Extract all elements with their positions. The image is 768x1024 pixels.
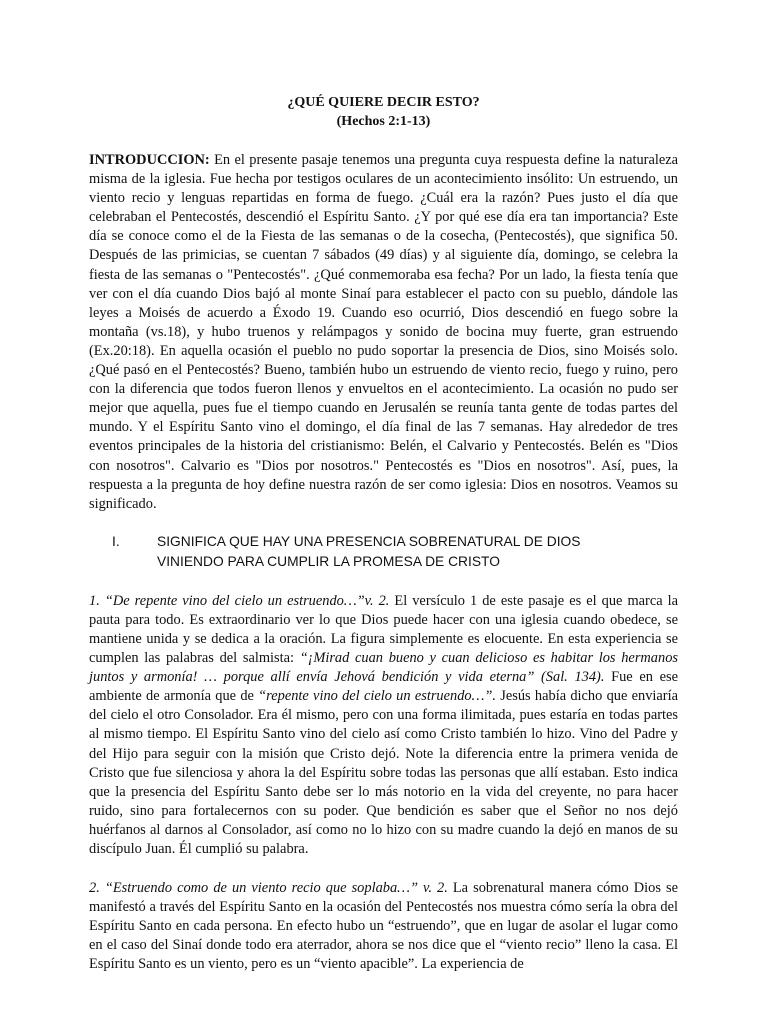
introduction-text: En el presente pasaje tenemos una pregunta cuya respuesta define la naturaleza misma de la iglesia. Fue hecha por testigos oculares de un acontecimiento insólito: Un estruendo, un viento recio y lenguas repartidas en forma de fuego. ¿Cuál era la razón? Pues justo el día que celebraban el Pentecostés, descendió el Espíritu Santo. ¿Y por qué ese día era tan importancia? Este día se conoce como el de la Fiesta de las semanas o de la cosecha, (Pentecostés), que significa 50. Después de las primicias, se cuentan 7 sábados (49 días) y al siguiente día, domingo, se celebra la fiesta de las semanas o "Pentecostés". ¿Qué conmemoraba esa fecha? Por un lado, la fiesta tenía que ver con el día cuando Dios bajó al monte Sinaí para establecer el pacto con su pueblo, dándole las leyes a Moisés de acuerdo a Éxodo 19. Cuando eso ocurrió, Dios descendió en fuego sobre la montaña (vs.18), y hubo truenos y relámpagos y sonido de bocina muy fuerte, gran estruendo (Ex.20:18). En aquella ocasión el pueblo no pudo soportar la presencia de Dios, sino Moisés solo. ¿Qué pasó en el Pentecostés? Bueno, también hubo un estruendo de viento recio, fuego y ruino, pero con la diferencia que todos fueron llenos y envueltos en el acontecimiento. La ocasión no pudo ser mejor que aquella, pues fue el tiempo cuando en Jerusalén se reunía tanta gente de todas partes del mundo. Y el Espíritu Santo vino el domingo, el día final de las 7 semanas. Hay alrededor de tres eventos principales de la historia del cristianismo: Belén, el Calvario y Pentecostés. Belén es "Dios con nosotros". Calvario es "Dios por nosotros." Pentecostés es "Dios en nosotros". Así, pues, la respuesta a la pregunta de hoy define nuestra razón de ser como iglesia: Dios en nosotros. Veamos su significado. [89, 152, 678, 512]
point-1-quote-b: “repente vino del cielo un estruendo…”. [258, 688, 496, 705]
point-1-text-b: Fue en ese ambiente de armonía que de [89, 669, 678, 705]
section-heading [89, 532, 678, 572]
point-1-quote-a: “¡Mirad cuan bueno y cuan delicioso es habitar los hermanos juntos y armonía! … porque allí envía Jehová bendición y vida eterna” (Sal. 134). [89, 650, 678, 686]
section-number: I. [112, 533, 120, 549]
document-title [89, 93, 678, 131]
title-line-1: ¿QUÉ QUIERE DECIR ESTO? [287, 95, 480, 110]
point-1-text-a: El versículo 1 de este pasaje es el que marca la pauta para todo. Es extraordinario ver lo que Dios puede hacer con una iglesia cuando obedece, se mantiene unida y se dedica a la oración. La figura simplemente es elocuente. En esta experiencia se cumplen las palabras del salmista: [89, 592, 679, 667]
section-title-line-2: VINIENDO PARA CUMPLIR LA PROMESA DE CRISTO [157, 553, 500, 569]
point-1-label: 1. “De repente vino del cielo un estruendo…”v. 2. [89, 592, 390, 609]
document-page [89, 93, 678, 975]
point-1-paragraph [89, 592, 678, 859]
introduction-label: INTRODUCCION: [89, 152, 210, 168]
point-2-label: 2. “Estruendo como de un viento recio que soplaba…” v. 2. [89, 880, 448, 897]
section-title [157, 532, 678, 572]
title-line-2: (Hechos 2:1-13) [336, 114, 431, 129]
introduction-paragraph [89, 151, 678, 514]
section-title-line-1: SIGNIFICA QUE HAY UNA PRESENCIA SOBRENATURAL DE DIOS [157, 533, 581, 549]
point-1-text-c: Jesús había dicho que enviaría del cielo el otro Consolador. Era él mismo, pero con una forma ilimitada, pues estaría en todas partes al mismo tiempo. El Espíritu Santo vino del cielo así como Cristo también lo hizo. Vino del Padre y del Hijo para seguir con la misión que Cristo dejó. Note la diferencia entre la primera venida de Cristo que fue silenciosa y ahora la del Espíritu sobre todas las personas que allí estaban. Esto indica que la presencia del Espíritu Santo debe ser lo más notorio en la vida del creyente, no para hacer ruido, sino para fortalecernos con su poder. Que bendición es saber que el Señor no nos dejó huérfanos al darnos al Consolador, así como no lo hizo con su madre cuando la dejó en manos de su discípulo Juan. Él cumplió su palabra. [89, 688, 678, 857]
point-2-paragraph [89, 879, 678, 974]
point-2-text: La sobrenatural manera cómo Dios se manifestó a través del Espíritu Santo en la ocasión del Pentecostés nos muestra cómo sería la obra del Espíritu Santo en cada persona. En efecto hubo un “estruendo”, que en lugar de asolar el lugar como en el caso del Sinaí donde todo era aterrador, ahora se nos dice que el “viento recio” lleno la casa. El Espíritu Santo es un viento, pero es un “viento apacible”. La experiencia de [89, 880, 678, 973]
